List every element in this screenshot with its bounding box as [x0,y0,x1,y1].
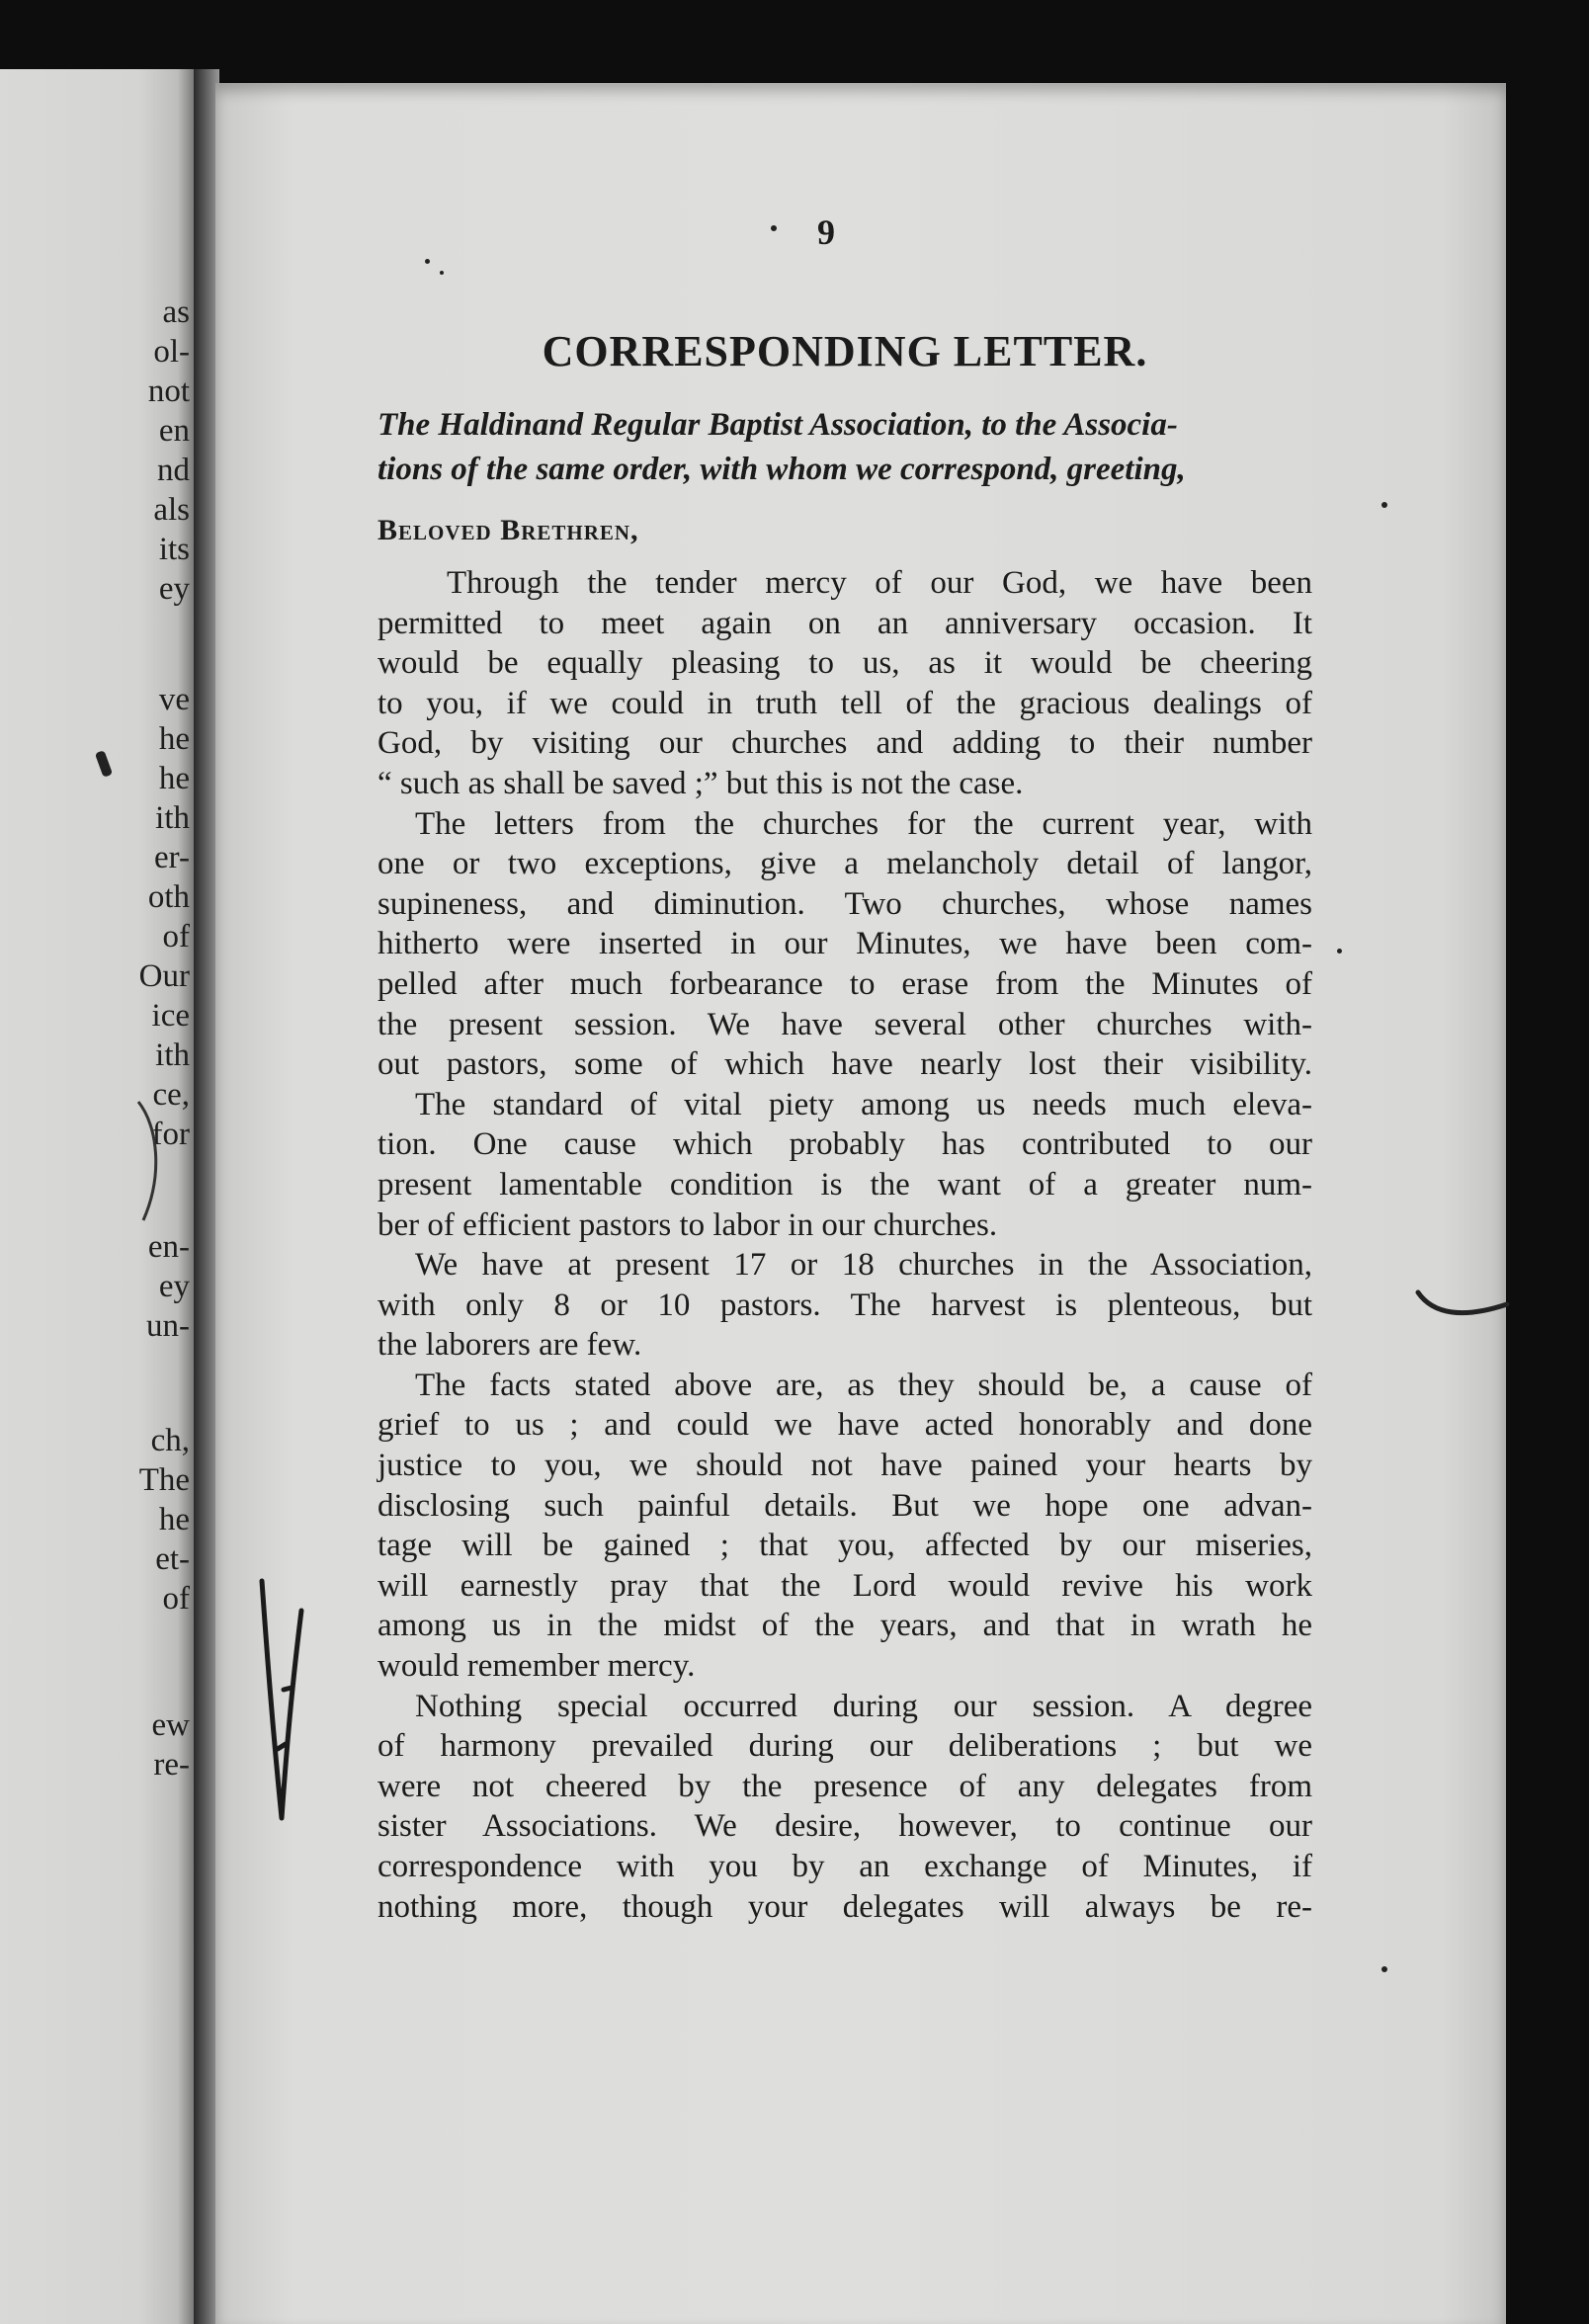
page-speck [1381,502,1387,508]
text-line: present lamentable condition is the want of a greater num- [377,1166,1312,1203]
facing-page-fragment: oth [147,879,190,915]
text-line: of harmony prevailed during our deliberations ; but we [377,1728,1312,1765]
facing-page-fragment: ol- [153,334,190,370]
text-line: nothing more, though your delegates will always be re- [377,1888,1312,1925]
text-line: The standard of vital piety among us needs much eleva- [415,1086,1312,1122]
facing-page-fragment: re- [153,1747,190,1783]
text-line: correspondence with you by an exchange of Minutes, if [377,1849,1312,1884]
facing-page-fragment: er- [154,840,190,875]
facing-page-fragment: ey [158,571,190,607]
page-speck [1337,949,1342,954]
text-line: would remember mercy. [377,1648,696,1685]
text-line: We have at present 17 or 18 churches in the Association, [415,1247,1312,1284]
facing-page-fragment: ey [158,1269,190,1304]
pencil-tilde-mark [1413,1285,1512,1324]
greeting: Beloved Brethren, [377,514,639,546]
facing-page-fragment: un- [146,1308,190,1344]
text-line: Nothing special occurred during our session. A degree [415,1688,1312,1724]
text-line: ber of efficient pastors to labor in our churches. [377,1206,998,1243]
text-line: pelled after much forbearance to erase from the Minutes of [377,965,1312,1002]
page-speck [425,259,430,264]
text-line: with only 8 or 10 pastors. The harvest is plenteous, but [377,1286,1312,1323]
page-speck [771,225,777,231]
pencil-curve-mark [119,1097,178,1225]
facing-page-fragment: ce, [152,1077,190,1113]
facing-page-fragment: its [158,532,190,567]
facing-page-fragment: The [138,1462,190,1498]
facing-page-fragment: ith [155,800,190,836]
page-number: 9 [817,212,835,252]
text-line: hitherto were inserted in our Minutes, we have been com- [377,926,1312,962]
facing-page-fragment: not [147,374,190,409]
facing-page-fragment: ew [151,1707,190,1743]
text-line: sister Associations. We desire, however, to continue our [377,1808,1312,1845]
facing-page-fragment: of [162,1581,190,1617]
text-line: one or two exceptions, give a melancholy detail of langor, [377,846,1312,882]
text-line: will earnestly pray that the Lord would revive his work [377,1567,1312,1604]
facing-page-fragment: he [158,721,190,757]
text-line: God, by visiting our churches and adding to their number [377,725,1312,762]
salutation-heading [377,403,1312,492]
text-line: The letters from the churches for the current year, with [415,805,1312,842]
text-line: Through the tender mercy of our God, we have been [447,565,1312,601]
text-line: permitted to meet again on an anniversary occasion. It [377,605,1312,641]
facing-page-fragment: en- [147,1229,190,1265]
text-line: “ such as shall be saved ;” but this is not the case. [377,765,1024,801]
facing-page-fragment: for [151,1117,190,1152]
page-speck [440,271,444,275]
facing-page-fragment: ice [151,998,190,1034]
text-line: the present session. We have several other churches with- [377,1006,1312,1042]
facing-page-fragment: nd [157,453,190,488]
text-line: disclosing such painful details. But we hope one advan- [377,1487,1312,1524]
text-line: the laborers are few. [377,1327,642,1364]
text-line: were not cheered by the presence of any delegates from [377,1768,1312,1804]
page-speck [1381,1966,1387,1972]
facing-page-fragment: et- [155,1541,190,1577]
pencil-bracket-mark [242,1571,321,1838]
facing-page-fragment: he [158,1502,190,1537]
facing-page-fragment: as [162,294,190,330]
facing-page-fragment: ch, [150,1423,190,1458]
text-line: grief to us ; and could we have acted honorably and done [377,1407,1312,1444]
facing-page-fragment: ve [158,682,190,717]
facing-page-fragment: als [153,492,190,528]
text-line: tage will be gained ; that you, affected by our miseries, [377,1528,1312,1564]
text-line: justice to you, we should not have pained your hearts by [377,1448,1312,1484]
text-line: out pastors, some of which have nearly lost their visibility. [377,1046,1312,1083]
page-title: CORRESPONDING LETTER. [542,327,1148,375]
text-line: The facts stated above are, as they should be, a cause of [415,1367,1312,1403]
facing-page-fragment: en [158,413,190,449]
text-line: to you, if we could in truth tell of the gracious dealings of [377,685,1312,721]
facing-page-fragment: he [158,761,190,796]
text-line: tion. One cause which probably has contributed to our [377,1126,1312,1163]
facing-page-fragment: ith [155,1038,190,1073]
facing-page-fragment: Our [138,958,190,994]
salutation-line: tions of the same order, with whom we correspond, greeting, [377,452,1186,487]
text-line: among us in the midst of the years, and that in wrath he [377,1608,1312,1644]
text-line: would be equally pleasing to us, as it would be cheering [377,645,1312,682]
salutation-line: The Haldinand Regular Baptist Association, to the Associa- [377,407,1178,443]
letter-body [377,563,1312,1927]
text-line: supineness, and diminution. Two churches, whose names [377,885,1312,922]
facing-page-fragment: of [162,919,190,954]
